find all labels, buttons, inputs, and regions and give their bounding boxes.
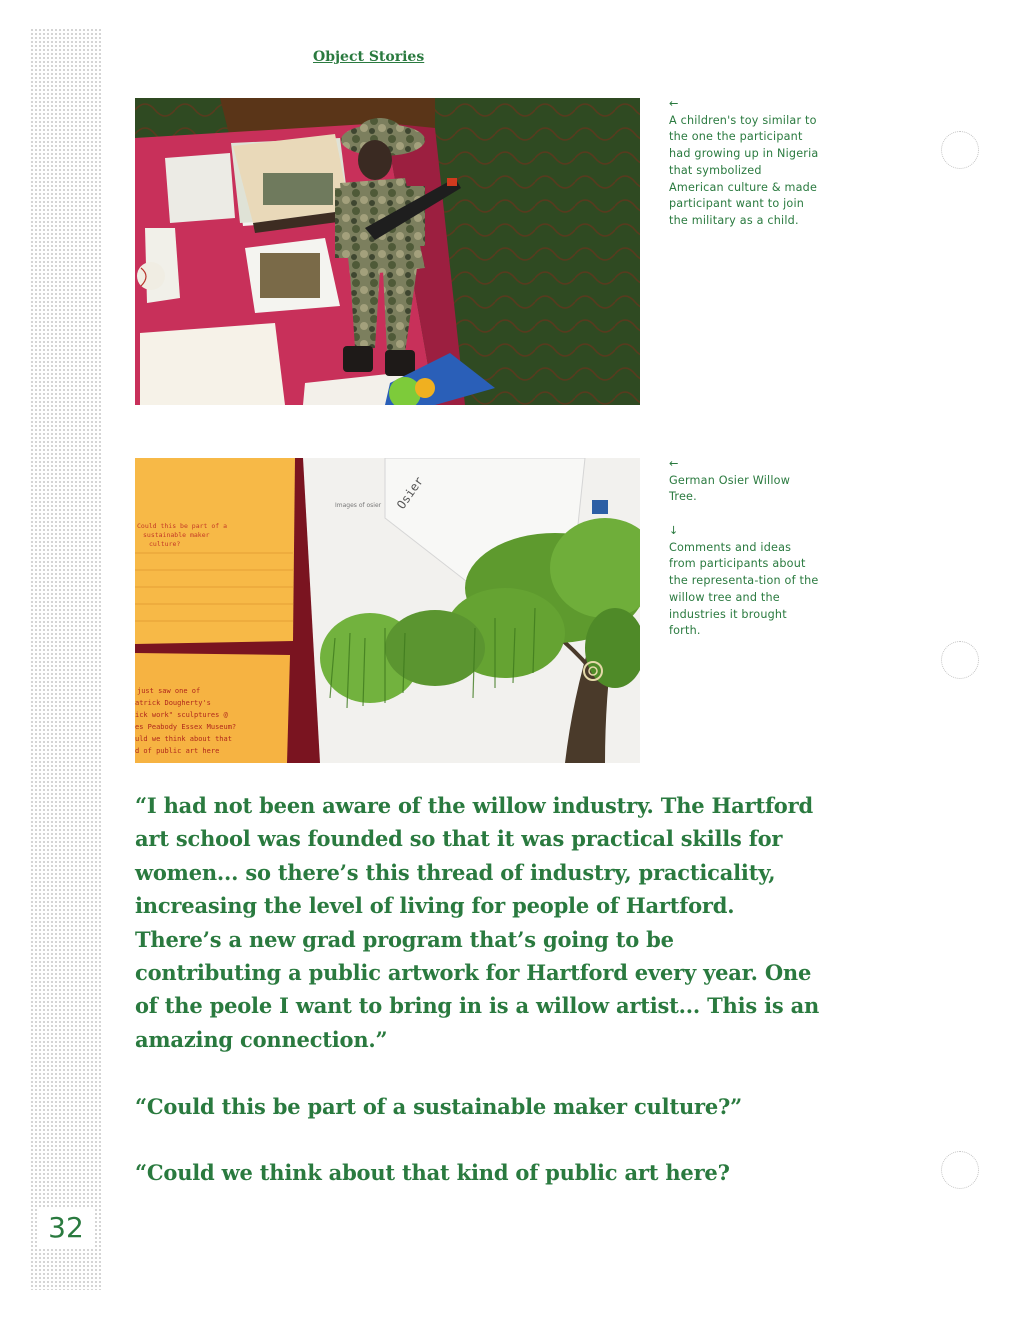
dotted-margin-strip <box>30 28 102 1290</box>
caption-toy-soldier <box>669 96 819 230</box>
quote-public-art: “Could we think about that kind of public art here? <box>135 1160 730 1186</box>
sticky-note-top-text: Could this be part of a sustainable maker culture? <box>137 522 228 548</box>
caption-participant-comments <box>669 523 819 640</box>
photo-willow-tree <box>135 458 640 763</box>
arrow-left-icon: ← <box>669 457 679 470</box>
section-title[interactable]: Object Stories <box>313 49 425 65</box>
pull-quotes <box>135 789 820 1223</box>
photo-toy-soldier <box>135 98 640 405</box>
page-number: 32 <box>38 1207 94 1249</box>
caption-willow-tree <box>669 456 819 506</box>
caption-text: A children's toy similar to the one the participant had growing up in Nigeria that symbolized American culture & made participant want to join the military as a child. <box>669 113 819 227</box>
arrow-left-icon: ← <box>669 97 679 110</box>
quote-sustainable-maker: “Could this be part of a sustainable maker culture?” <box>135 1093 743 1119</box>
toy-soldier-illustration <box>135 98 640 405</box>
sticky-note-bottom-text: just saw one of atrick Dougherty's ick work" sculptures @ es Peabody Essex Museum? uld we think about that d of public art here <box>135 687 237 755</box>
binder-hole-icon <box>941 131 979 169</box>
arrow-down-icon: ↓ <box>669 524 679 537</box>
paper-handwriting: Osier <box>393 474 427 512</box>
caption-text: German Osier Willow Tree. <box>669 473 791 504</box>
quote-willow-industry: “I had not been aware of the willow industry. The Hartford art school was founded so that it was practical skills for women... so there’s this thread of industry, practicality, increasing the level of living for people of Hartford. There’s a new grad program that’s going to be contributing a public artwork for Hartford every year. One of the peole I want to bring in is a willow artist... This is an amazing connection.” <box>135 793 820 1052</box>
caption-text: Comments and ideas from participants about the representa-tion of the willow tree and the industries it brought forth. <box>669 540 819 638</box>
binder-hole-icon <box>941 641 979 679</box>
paper-header: Images of osier <box>335 502 382 509</box>
binder-hole-icon <box>941 1151 979 1189</box>
willow-tree-illustration <box>135 458 640 763</box>
